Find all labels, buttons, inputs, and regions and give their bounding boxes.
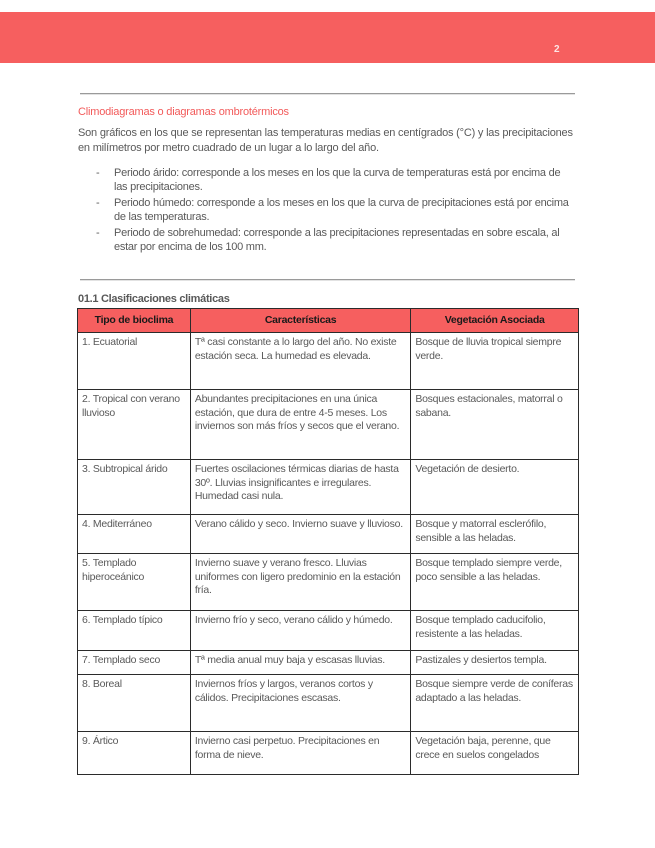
- characteristics-cell: Invierno frío y seco, verano cálido y húmedo.: [190, 611, 411, 651]
- dash-bullet-icon: -: [96, 227, 100, 239]
- characteristics-cell: Fuertes oscilaciones térmicas diarias de hasta 30º. Lluvias insignificantes e irregulares. Humedad casi nula.: [190, 460, 411, 515]
- table-row: [78, 732, 579, 775]
- vegetation-cell: Bosque y matorral esclerófilo, sensible a las heladas.: [411, 515, 579, 554]
- table-row: [78, 333, 579, 390]
- table-row: [78, 651, 579, 675]
- bioclimate-type-cell: 7. Templado seco: [78, 651, 191, 675]
- table-row: [78, 460, 579, 515]
- characteristics-cell: Abundantes precipitaciones en una única estación, que dura de entre 4-5 meses. Los inviernos son más fríos y secos que el verano.: [190, 390, 411, 460]
- top-divider: [80, 93, 575, 95]
- bioclimate-type-cell: 2. Tropical con verano lluvioso: [78, 390, 191, 460]
- table-row: [78, 390, 579, 460]
- column-header-vegetation: Vegetación Asociada: [411, 309, 579, 333]
- bioclimate-type-cell: 8. Boreal: [78, 675, 191, 732]
- characteristics-cell: Tª casi constante a lo largo del año. No existe estación seca. La humedad es elevada.: [190, 333, 411, 390]
- page-number: 2: [554, 44, 560, 55]
- dash-bullet-icon: -: [96, 167, 100, 179]
- bioclimate-type-cell: 5. Templado hiperoceánico: [78, 554, 191, 611]
- vegetation-cell: Bosque templado caducifolio, resistente a las heladas.: [411, 611, 579, 651]
- characteristics-cell: Tª media anual muy baja y escasas lluvias.: [190, 651, 411, 675]
- table-row: [78, 675, 579, 732]
- period-list: [96, 166, 576, 256]
- list-item-text: Periodo húmedo: corresponde a los meses en los que la curva de precipitaciones está por encima de las temperaturas.: [114, 197, 569, 223]
- bioclimate-type-cell: 9. Ártico: [78, 732, 191, 775]
- vegetation-cell: Bosques estacionales, matorral o sabana.: [411, 390, 579, 460]
- table-title: 01.1 Clasificaciones climáticas: [78, 293, 230, 305]
- table-row: [78, 515, 579, 554]
- vegetation-cell: Vegetación de desierto.: [411, 460, 579, 515]
- page-header-band: [0, 12, 655, 63]
- characteristics-cell: Invierno suave y verano fresco. Lluvias uniformes con ligero predominio en la estación fría.: [190, 554, 411, 611]
- bioclimate-type-cell: 6. Templado típico: [78, 611, 191, 651]
- list-item: [96, 226, 576, 254]
- characteristics-cell: Verano cálido y seco. Invierno suave y lluvioso.: [190, 515, 411, 554]
- list-item-text: Periodo árido: corresponde a los meses en los que la curva de temperaturas está por encima de las precipitaciones.: [114, 167, 561, 193]
- bioclimate-type-cell: 1. Ecuatorial: [78, 333, 191, 390]
- table-row: [78, 611, 579, 651]
- section-title: Climodiagramas o diagramas ombrotérmicos: [78, 106, 289, 118]
- vegetation-cell: Vegetación baja, perenne, que crece en suelos congelados: [411, 732, 579, 775]
- list-item: [96, 166, 576, 194]
- intro-paragraph: Son gráficos en los que se representan las temperaturas medias en centígrados (°C) y las precipitaciones en milímetros por metro cuadrado de un lugar a lo largo del año.: [78, 127, 573, 154]
- bioclimate-type-cell: 4. Mediterráneo: [78, 515, 191, 554]
- vegetation-cell: Bosque siempre verde de coníferas adaptado a las heladas.: [411, 675, 579, 732]
- table-header-row: [78, 309, 579, 333]
- bioclimate-type-cell: 3. Subtropical árido: [78, 460, 191, 515]
- table-row: [78, 554, 579, 611]
- vegetation-cell: Pastizales y desiertos templa.: [411, 651, 579, 675]
- vegetation-cell: Bosque de lluvia tropical siempre verde.: [411, 333, 579, 390]
- section-divider: [80, 279, 575, 281]
- vegetation-cell: Bosque templado siempre verde, poco sensible a las heladas.: [411, 554, 579, 611]
- characteristics-cell: Inviernos fríos y largos, veranos cortos y cálidos. Precipitaciones escasas.: [190, 675, 411, 732]
- column-header-bioclimate-type: Tipo de bioclima: [78, 309, 191, 333]
- list-item: [96, 196, 576, 224]
- climate-classification-table: [77, 308, 579, 775]
- dash-bullet-icon: -: [96, 197, 100, 209]
- list-item-text: Periodo de sobrehumedad: corresponde a las precipitaciones representadas en sobre escala, al estar por encima de los 100 mm.: [114, 227, 560, 253]
- column-header-characteristics: Características: [190, 309, 411, 333]
- characteristics-cell: Invierno casi perpetuo. Precipitaciones en forma de nieve.: [190, 732, 411, 775]
